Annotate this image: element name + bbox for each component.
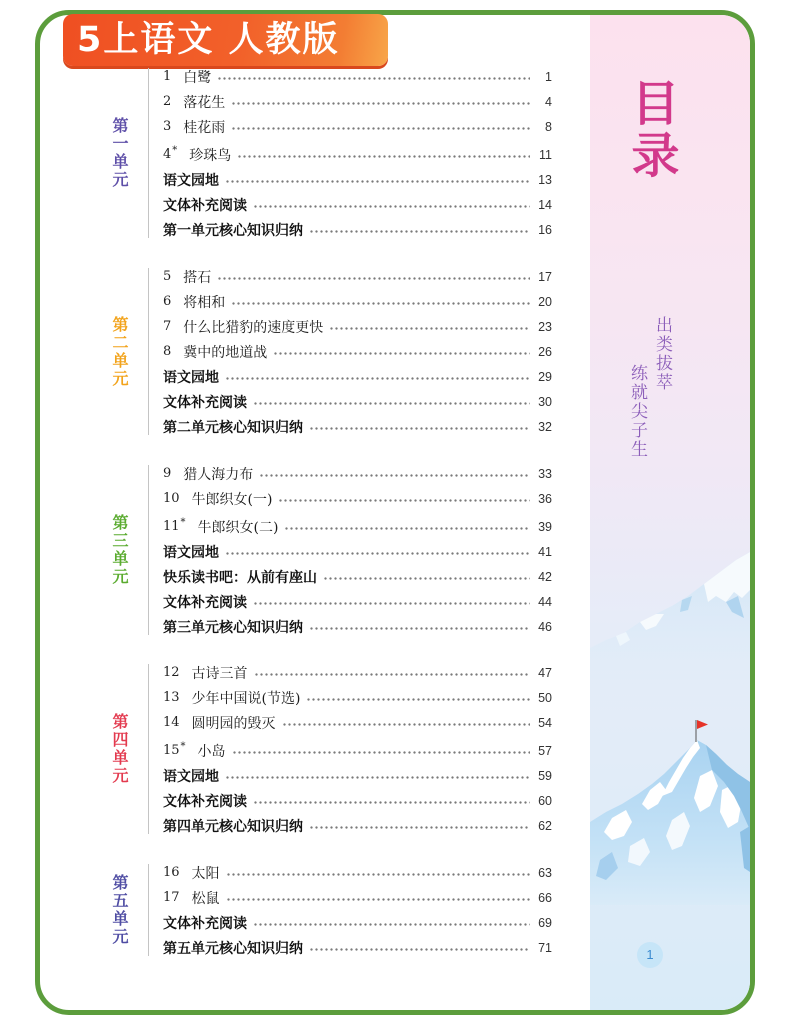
entry-title: 第二单元核心知识归纳 [163, 419, 303, 436]
entry-page: 20 [538, 294, 552, 309]
entry-title: 小岛 [197, 743, 226, 760]
entry-page: 4 [545, 94, 552, 109]
entry-title: 第五单元核心知识归纳 [163, 940, 303, 957]
lesson-number: 16 [163, 865, 180, 880]
unit-divider [148, 465, 149, 635]
dot-leader [231, 114, 530, 139]
lesson-number: 14 [163, 715, 180, 730]
dot-leader [225, 167, 530, 192]
lesson-number: 8 [163, 344, 172, 359]
entry-title: 落花生 [183, 94, 226, 111]
toc-entry [163, 264, 552, 289]
optional-lesson-mark: * [180, 517, 186, 528]
page-number-badge: 1 [637, 942, 663, 968]
dot-leader [253, 589, 530, 614]
toc-entry [163, 910, 552, 935]
entry-title: 文体补充阅读 [163, 594, 247, 611]
toc-entry [163, 64, 552, 89]
entry-page: 46 [538, 619, 552, 634]
dot-leader [253, 788, 530, 813]
unit-3 [100, 461, 555, 639]
lesson-number: 10 [163, 491, 180, 506]
entry-page: 1 [545, 69, 552, 84]
entry-page: 54 [538, 715, 552, 730]
toc-entry [163, 885, 552, 910]
dot-leader [253, 910, 530, 935]
entry-title: 猎人海力布 [183, 466, 254, 483]
unit-entries [163, 660, 552, 838]
toc-entry [163, 738, 552, 763]
toc-entry [163, 564, 552, 589]
toc-entry [163, 167, 552, 192]
dot-leader [278, 486, 530, 511]
entry-page: 44 [538, 594, 552, 609]
entry-page: 60 [538, 793, 552, 808]
lesson-number: 15 [163, 743, 180, 758]
entry-title: 牛郎织女(一) [191, 491, 273, 508]
toc-entry [163, 710, 552, 735]
entry-title: 什么比猎豹的速度更快 [183, 319, 324, 336]
toc-entry [163, 860, 552, 885]
lesson-number: 13 [163, 690, 180, 705]
dot-leader [225, 364, 530, 389]
entry-page: 13 [538, 172, 552, 187]
dot-leader [282, 710, 530, 735]
dot-leader [225, 539, 530, 564]
entry-title: 文体补充阅读 [163, 394, 247, 411]
dot-leader [309, 414, 530, 439]
toc-entry [163, 486, 552, 511]
optional-lesson-mark: * [172, 145, 178, 156]
toc-entry [163, 339, 552, 364]
dot-leader [309, 813, 530, 838]
toc-entry [163, 514, 552, 539]
entry-page: 14 [538, 197, 552, 212]
dot-leader [225, 763, 530, 788]
flag-icon [696, 720, 708, 742]
entry-page: 32 [538, 419, 552, 434]
dot-leader [306, 685, 530, 710]
unit-entries [163, 860, 552, 960]
lesson-number: 17 [163, 890, 180, 905]
entry-title: 桂花雨 [183, 119, 226, 136]
unit-label: 第五单元 [110, 874, 129, 946]
entry-page: 41 [538, 544, 552, 559]
toc-entry [163, 935, 552, 960]
slogan-line-2: 练就尖子生 [627, 364, 647, 459]
dot-leader [273, 339, 530, 364]
lesson-number: 2 [163, 94, 172, 109]
dot-leader [309, 614, 530, 639]
toc-entry [163, 660, 552, 685]
entry-title: 文体补充阅读 [163, 793, 247, 810]
entry-title: 搭石 [183, 269, 212, 286]
entry-page: 59 [538, 768, 552, 783]
dot-leader [323, 564, 530, 589]
dot-leader [237, 142, 530, 167]
entry-page: 69 [538, 915, 552, 930]
dot-leader [309, 217, 530, 242]
entry-page: 29 [538, 369, 552, 384]
toc-entry [163, 539, 552, 564]
toc-entry [163, 813, 552, 838]
lesson-number: 6 [163, 294, 172, 309]
entry-title: 语文园地 [163, 172, 219, 189]
toc-entry [163, 314, 552, 339]
entry-page: 57 [538, 743, 552, 758]
optional-lesson-mark: * [180, 741, 186, 752]
entry-page: 63 [538, 865, 552, 880]
toc-entry [163, 461, 552, 486]
entry-page: 36 [538, 491, 552, 506]
entry-page: 62 [538, 818, 552, 833]
entry-title: 牛郎织女(二) [197, 519, 279, 536]
unit-2 [100, 264, 555, 439]
dot-leader [232, 738, 530, 763]
entry-page: 30 [538, 394, 552, 409]
unit-label: 第四单元 [110, 713, 129, 785]
entry-title: 白鹭 [183, 69, 212, 86]
toc-title: 目录 [623, 78, 679, 182]
entry-page: 11 [539, 147, 552, 162]
unit-divider [148, 68, 149, 238]
entry-title: 将相和 [183, 294, 226, 311]
unit-1 [100, 64, 555, 242]
toc-entry [163, 685, 552, 710]
entry-title: 语文园地 [163, 369, 219, 386]
dot-leader [217, 264, 530, 289]
entry-page: 8 [545, 119, 552, 134]
toc-entry [163, 389, 552, 414]
entry-title: 第一单元核心知识归纳 [163, 222, 303, 239]
entry-title: 珍珠鸟 [189, 147, 232, 164]
toc-entry [163, 89, 552, 114]
unit-4 [100, 660, 555, 838]
dot-leader [226, 885, 530, 910]
unit-label: 第一单元 [110, 117, 129, 189]
toc-entry [163, 788, 552, 813]
toc-entry [163, 114, 552, 139]
lesson-number: 9 [163, 466, 172, 481]
entry-title: 快乐读书吧：从前有座山 [163, 569, 317, 586]
entry-page: 66 [538, 890, 552, 905]
entry-title: 圆明园的毁灭 [191, 715, 276, 732]
dot-leader [309, 935, 530, 960]
unit-divider [148, 268, 149, 435]
lesson-number: 1 [163, 69, 172, 84]
toc-entry [163, 414, 552, 439]
slogan-line-1: 出类拔萃 [652, 316, 672, 392]
entry-page: 42 [538, 569, 552, 584]
entry-title: 第四单元核心知识归纳 [163, 818, 303, 835]
entry-title: 松鼠 [191, 890, 220, 907]
dot-leader [329, 314, 530, 339]
book-title-tab [63, 14, 388, 66]
entry-title: 文体补充阅读 [163, 915, 247, 932]
dot-leader [231, 289, 530, 314]
entry-title: 第三单元核心知识归纳 [163, 619, 303, 636]
entry-page: 50 [538, 690, 552, 705]
unit-divider [148, 664, 149, 834]
toc-side-panel [590, 15, 750, 1010]
dot-leader [253, 192, 530, 217]
lesson-number: 11 [163, 519, 180, 534]
toc-entry [163, 217, 552, 242]
toc-entry [163, 364, 552, 389]
entry-page: 39 [538, 519, 552, 534]
dot-leader [231, 89, 530, 114]
lesson-number: 5 [163, 269, 172, 284]
dot-leader [284, 514, 530, 539]
lesson-number: 4 [163, 147, 172, 162]
entry-page: 16 [538, 222, 552, 237]
entry-title: 语文园地 [163, 544, 219, 561]
unit-entries [163, 461, 552, 639]
toc-entry [163, 142, 552, 167]
entry-title: 古诗三首 [191, 665, 248, 682]
entry-page: 47 [538, 665, 552, 680]
lesson-number: 7 [163, 319, 172, 334]
entry-page: 17 [538, 269, 552, 284]
lesson-number: 12 [163, 665, 180, 680]
unit-label: 第三单元 [110, 514, 129, 586]
unit-5 [100, 860, 555, 960]
entry-title: 少年中国说(节选) [191, 690, 301, 707]
entry-page: 33 [538, 466, 552, 481]
book-title: 5上语文 人教版 [77, 20, 340, 60]
dot-leader [226, 860, 530, 885]
unit-entries [163, 264, 552, 439]
entry-page: 23 [538, 319, 552, 334]
lesson-number: 3 [163, 119, 172, 134]
entry-title: 文体补充阅读 [163, 197, 247, 214]
toc-entry [163, 589, 552, 614]
toc-entry [163, 289, 552, 314]
toc-entry [163, 763, 552, 788]
entry-title: 太阳 [191, 865, 220, 882]
dot-leader [217, 64, 530, 89]
unit-divider [148, 864, 149, 956]
entry-title: 语文园地 [163, 768, 219, 785]
unit-label: 第二单元 [110, 315, 129, 388]
toc-entry [163, 192, 552, 217]
entry-page: 71 [538, 940, 552, 955]
toc-entry [163, 614, 552, 639]
entry-page: 26 [538, 344, 552, 359]
dot-leader [253, 389, 530, 414]
dot-leader [254, 660, 530, 685]
dot-leader [259, 461, 530, 486]
unit-entries [163, 64, 552, 242]
entry-title: 冀中的地道战 [183, 344, 268, 361]
